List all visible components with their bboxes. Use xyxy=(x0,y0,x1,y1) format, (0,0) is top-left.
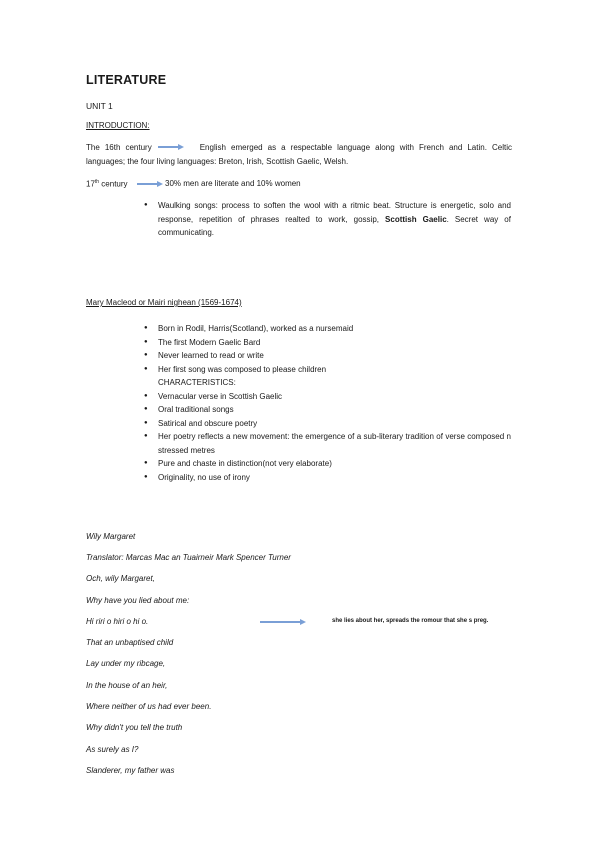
poem-line: Where neither of us had ever been. xyxy=(86,702,212,711)
poem-line: As surely as I? xyxy=(86,745,139,754)
sixteenth-century-text: English emerged as a respectable language along with French and Latin. Celtic languages; the four living languages: Breton, Irish, Scottish Gaelic, Welsh. xyxy=(86,143,512,166)
seventeenth-century-number: 17 xyxy=(86,179,95,189)
list-item: ● Vernacular verse in Scottish Gaelic xyxy=(145,390,511,404)
list-item: ● Never learned to read or write xyxy=(145,349,511,363)
poem-line: That an unbaptised child xyxy=(86,638,174,647)
arrow-right-icon xyxy=(152,144,200,150)
mary-macleod-heading: Mary Macleod or Mairi nighean (1569-1674) xyxy=(86,298,242,307)
characteristics-label: CHARACTERISTICS: xyxy=(158,378,236,387)
list-item: ● Her poetry reflects a new movement: the emergence of a sub-literary tradition of verse composed n stressed metres xyxy=(145,430,511,457)
seventeenth-century-text: 30% men are literate and 10% women xyxy=(165,179,301,188)
poem-line: Why didn't you tell the truth xyxy=(86,723,183,732)
poem-line: Why have you lied about me: xyxy=(86,596,190,605)
poem-line: Slanderer, my father was xyxy=(86,766,175,775)
arrow-right-icon xyxy=(137,181,163,187)
seventeenth-century-label: century xyxy=(99,179,128,189)
arrow-right-icon xyxy=(260,619,306,625)
seventeenth-century-suffix: th xyxy=(94,179,100,185)
list-item: ● Born in Rodil, Harris(Scotland), worked as a nursemaid xyxy=(145,322,511,336)
list-item: ● Her first song was composed to please children xyxy=(145,363,511,377)
sixteenth-century-paragraph xyxy=(86,141,512,169)
list-item: ● Satirical and obscure poetry xyxy=(145,417,511,431)
list-item: ● Waulking songs: process to soften the wool with a ritmic beat. Structure is energetic, solo and response, repetition of phrases realted to work, gossip, Scottish Gaelic. Secret way of communicating. xyxy=(145,199,511,240)
sixteenth-century-label: The 16th century xyxy=(86,143,152,152)
poem-line: Hi riri o hiri o hi o. xyxy=(86,617,149,626)
poem-note: she lies about her, spreads the romour that she s preg. xyxy=(332,618,489,624)
poem-title: Wily Margaret xyxy=(86,532,136,541)
list-item: ● Originality, no use of irony xyxy=(145,471,511,485)
document-title: LITERATURE xyxy=(86,73,167,87)
seventeenth-century-line xyxy=(86,179,128,189)
poem-translator: Translator: Marcas Mac an Tuairneir Mark Spencer Turner xyxy=(86,553,291,562)
list-item: ● Pure and chaste in distinction(not very elaborate) xyxy=(145,457,511,471)
scottish-gaelic-bold: Scottish Gaelic xyxy=(385,214,447,224)
mary-macleod-list xyxy=(145,322,511,484)
list-item: ● Oral traditional songs xyxy=(145,403,511,417)
list-item: ● The first Modern Gaelic Bard xyxy=(145,336,511,350)
poem-line: Och, wily Margaret, xyxy=(86,574,155,583)
unit-heading: UNIT 1 xyxy=(86,101,113,111)
waulking-songs-list xyxy=(145,199,511,240)
poem-line: In the house of an heir, xyxy=(86,681,168,690)
poem-line: Lay under my ribcage, xyxy=(86,659,166,668)
introduction-heading: INTRODUCTION: xyxy=(86,121,150,130)
